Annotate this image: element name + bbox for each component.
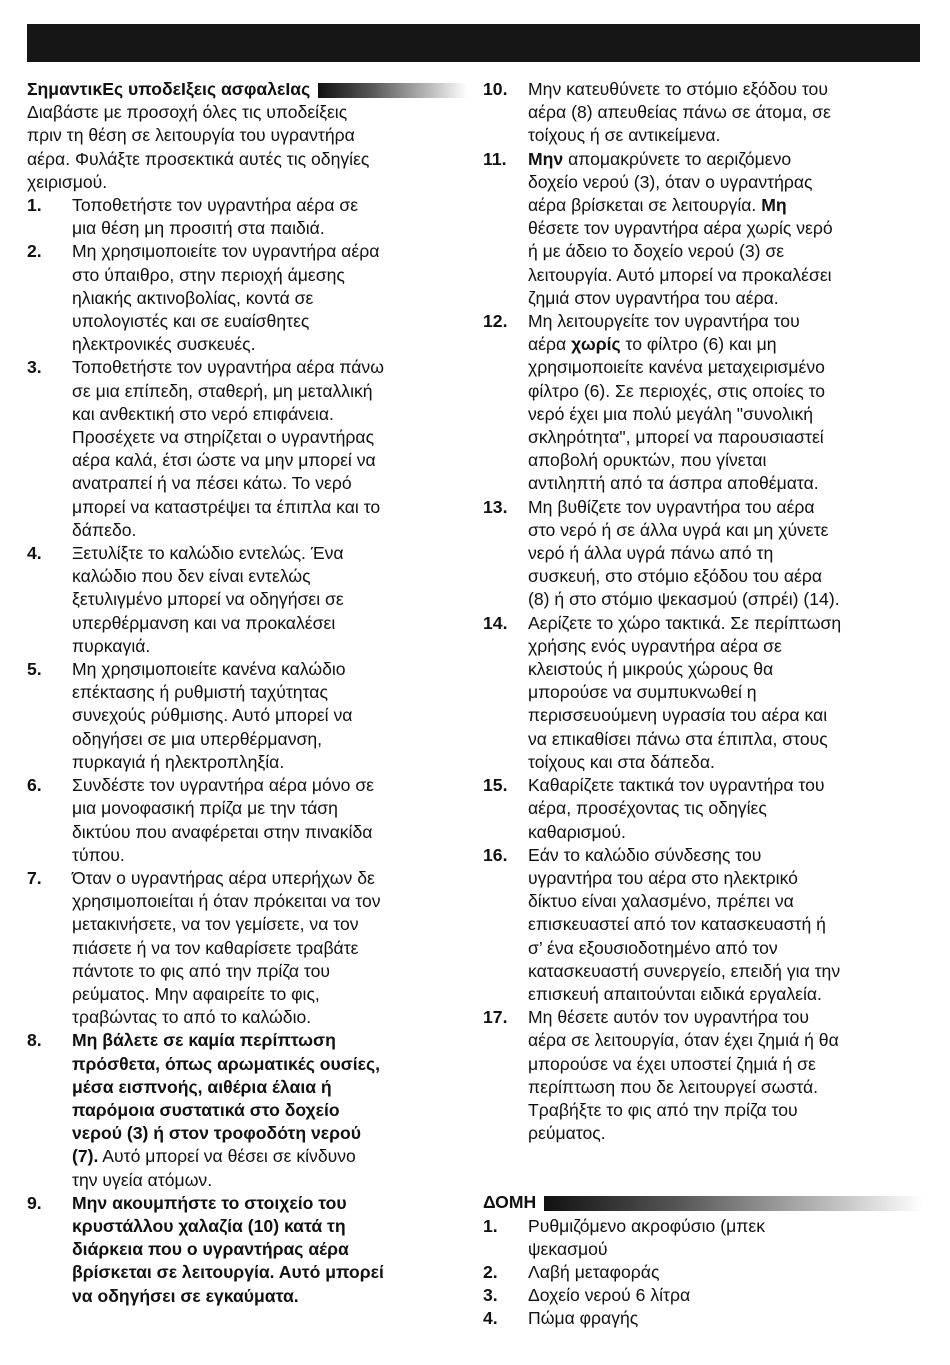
item-text xyxy=(528,148,923,310)
item-line xyxy=(72,1145,467,1168)
item-text xyxy=(72,356,467,542)
list-item xyxy=(27,1192,467,1308)
text-segment: Μη χρησιμοποιείτε κανένα καλώδιο xyxy=(72,659,346,680)
text-segment: και ανθεκτική στο νερό επιφάνεια. xyxy=(72,403,334,424)
text-segment: αέρα, προσέχοντας τις οδηγίες xyxy=(528,798,767,819)
text-segment: αποβολή ορυκτών, που γίνεται xyxy=(528,450,767,471)
text-segment: θέσετε τον υγραντήρα αέρα χωρίς νερό xyxy=(528,218,833,239)
text-segment: επέκτασης ή ρυθμιστή ταχύτητας xyxy=(72,682,328,703)
item-line xyxy=(528,333,923,356)
item-number: 2. xyxy=(27,241,42,262)
list-item xyxy=(27,774,467,867)
list-item xyxy=(27,867,467,1029)
text-segment: μέσα εισπνοής, αιθέρια έλαια ή xyxy=(72,1076,332,1097)
text-segment: μπορούσε να έχει υποστεί ζημιά ή σε xyxy=(528,1053,816,1074)
item-line xyxy=(528,797,923,820)
item-line xyxy=(528,1099,923,1122)
text-segment: ψεκασμού xyxy=(528,1238,608,1259)
item-line xyxy=(72,867,467,890)
text-segment: Αυτό μπορεί να θέσει σε κίνδυνο xyxy=(98,1146,356,1167)
text-segment: Μη χρησιμοποιείτε τον υγραντήρα αέρα xyxy=(72,241,380,262)
item-line xyxy=(528,1284,923,1307)
item-line xyxy=(72,588,467,611)
list-item xyxy=(27,356,467,542)
item-line xyxy=(528,542,923,565)
safety-intro xyxy=(27,101,467,194)
item-line xyxy=(528,101,923,124)
text-segment: τοίχους και στα δάπεδα. xyxy=(528,751,715,772)
text-segment: την υγεία ατόμων. xyxy=(72,1169,213,1190)
item-line xyxy=(72,1099,467,1122)
item-number: 14. xyxy=(483,612,508,633)
text-segment: Μην xyxy=(528,148,564,169)
text-segment: πυρκαγιά. xyxy=(72,635,151,656)
text-segment: Δοχείο νερού 6 λίτρα xyxy=(528,1285,691,1306)
item-text xyxy=(72,1192,467,1308)
text-segment: αέρα βρίσκεται σε λειτουργία. xyxy=(528,195,762,216)
item-line xyxy=(72,635,467,658)
item-line xyxy=(528,310,923,333)
text-segment: σε μια επίπεδη, σταθερή, μη μεταλλική xyxy=(72,380,373,401)
list-item xyxy=(483,774,923,844)
safety-list-right xyxy=(483,78,923,1145)
item-line xyxy=(72,1029,467,1052)
list-item xyxy=(483,1284,923,1307)
text-segment: πυρκαγιά ή ηλεκτροπληξία. xyxy=(72,751,285,772)
item-line xyxy=(528,519,923,542)
intro-line: πριν τη θέση σε λειτουργία του υγραντήρα xyxy=(27,125,355,146)
item-number: 3. xyxy=(483,1285,498,1306)
item-line xyxy=(72,751,467,774)
text-segment: χωρίς xyxy=(571,334,621,355)
item-line xyxy=(72,194,467,217)
text-segment: αέρα (8) απευθείας πάνω σε άτομα, σε xyxy=(528,102,831,123)
text-segment: επισκευή απαιτούνται ειδικά εργαλεία. xyxy=(528,983,822,1004)
item-number: 17. xyxy=(483,1007,508,1028)
item-line xyxy=(528,612,923,635)
text-segment: βρίσκεται σε λειτουργία. Αυτό μπορεί xyxy=(72,1262,384,1283)
text-segment: πάντοτε το φις από την πρίζα του xyxy=(72,960,331,981)
list-item xyxy=(483,78,923,148)
text-segment: ανατραπεί ή να πέσει κάτω. Το νερό xyxy=(72,473,352,494)
text-segment: ρεύματος. xyxy=(528,1123,606,1144)
text-segment: τοίχους ή σε αντικείμενα. xyxy=(528,125,721,146)
item-line xyxy=(528,937,923,960)
text-segment: φίλτρο (6). Σε περιοχές, στις οποίες το xyxy=(528,380,826,401)
item-line xyxy=(72,681,467,704)
text-segment: Μη θέσετε αυτόν τον υγραντήρα του xyxy=(528,1007,810,1028)
list-item xyxy=(483,1006,923,1145)
text-segment: Όταν ο υγραντήρας αέρα υπερήχων δε xyxy=(72,867,375,888)
item-number: 9. xyxy=(27,1192,42,1213)
item-line xyxy=(72,658,467,681)
item-text xyxy=(72,1029,467,1191)
text-segment: υγραντήρα του αέρα στο ηλεκτρικό xyxy=(528,867,798,888)
text-segment: κρυστάλλου χαλαζία (10) κατά τη xyxy=(72,1215,346,1236)
list-item xyxy=(483,612,923,774)
structure-section xyxy=(483,1191,923,1330)
item-line xyxy=(528,681,923,704)
text-segment: τύπου. xyxy=(72,844,125,865)
item-line xyxy=(528,821,923,844)
text-segment: Ρυθμιζόμενο ακροφύσιο (μπεκ xyxy=(528,1215,766,1236)
text-segment: νερού (3) ή στον τροφοδότη νερού xyxy=(72,1123,361,1144)
text-segment: λειτουργία. Αυτό μπορεί να προκαλέσει xyxy=(528,264,832,285)
text-segment: δάπεδο. xyxy=(72,519,137,540)
item-line xyxy=(528,380,923,403)
text-segment: περίπτωση που δε λειτουργεί σωστά. xyxy=(528,1076,819,1097)
item-line xyxy=(72,380,467,403)
item-line xyxy=(72,217,467,240)
item-line xyxy=(528,867,923,890)
text-segment: κλειστούς ή μικρούς χώρους θα xyxy=(528,659,774,680)
text-segment: Μη βάλετε σε καμία περίπτωση xyxy=(72,1030,336,1051)
text-segment: να επικαθίσει πάνω στα έπιπλα, στους xyxy=(528,728,828,749)
item-line xyxy=(528,890,923,913)
item-line xyxy=(528,449,923,472)
list-item xyxy=(27,542,467,658)
text-segment: απομακρύνετε το αεριζόμενο xyxy=(563,148,792,169)
item-line xyxy=(72,472,467,495)
list-item xyxy=(483,148,923,310)
text-segment: Συνδέστε τον υγραντήρα αέρα μόνο σε xyxy=(72,775,375,796)
text-segment: υπολογιστές και σε ευαίσθητες xyxy=(72,311,310,332)
item-line xyxy=(72,426,467,449)
item-line xyxy=(528,1215,923,1238)
item-number: 12. xyxy=(483,311,508,332)
text-segment: μπορούσε να συμπυκνωθεί η xyxy=(528,682,757,703)
item-line xyxy=(528,960,923,983)
heading-gradient-bar xyxy=(318,83,467,98)
item-line xyxy=(528,194,923,217)
item-line xyxy=(72,449,467,472)
text-segment: ρεύματος. Μην αφαιρείτε το φις, xyxy=(72,983,320,1004)
item-text xyxy=(528,612,923,774)
item-line xyxy=(72,1006,467,1029)
item-line xyxy=(72,264,467,287)
intro-line: Διαβάστε με προσοχή όλες τις υποδείξεις xyxy=(27,102,348,123)
item-line xyxy=(72,983,467,1006)
item-number: 16. xyxy=(483,844,508,865)
item-line xyxy=(72,1122,467,1145)
item-line xyxy=(72,960,467,983)
item-line xyxy=(72,1285,467,1308)
list-item xyxy=(483,496,923,612)
item-text xyxy=(72,194,467,240)
text-segment: χρησιμοποιείτε κανένα μεταχειρισμένο xyxy=(528,357,825,378)
text-segment: σκληρότητα", μπορεί να παρουσιαστεί xyxy=(528,427,824,448)
item-number: 5. xyxy=(27,659,42,680)
item-line xyxy=(72,728,467,751)
item-number: 2. xyxy=(483,1261,498,1282)
text-segment: το φίλτρο (6) και μη xyxy=(620,334,777,355)
item-line xyxy=(72,821,467,844)
safety-title: ΣημαντικΕς υποδεΙξεις ασφαλεΙας xyxy=(27,79,311,99)
item-line xyxy=(528,774,923,797)
text-segment: ηλιακής ακτινοβολίας, κοντά σε xyxy=(72,287,314,308)
text-segment: ζημιά στον υγραντήρα του αέρα. xyxy=(528,287,779,308)
item-text xyxy=(528,78,923,148)
text-segment: Τραβήξτε το φις από την πρίζα του xyxy=(528,1099,798,1120)
item-line xyxy=(528,704,923,727)
item-line xyxy=(528,658,923,681)
list-item xyxy=(483,1261,923,1284)
text-segment: κατασκευαστή συνεργείο, επειδή για την xyxy=(528,960,841,981)
list-item xyxy=(27,240,467,356)
item-line xyxy=(528,1076,923,1099)
item-line xyxy=(72,1053,467,1076)
item-text xyxy=(528,1006,923,1145)
item-line xyxy=(528,565,923,588)
text-segment: αέρα xyxy=(528,334,572,355)
text-segment: Μην ακουμπήστε το στοιχείο του xyxy=(72,1192,347,1213)
text-segment: μετακινήσετε, να τον γεμίσετε, να τον xyxy=(72,914,359,935)
item-line xyxy=(528,148,923,171)
text-segment: Μη λειτουργείτε τον υγραντήρα του xyxy=(528,311,800,332)
item-number: 4. xyxy=(483,1308,498,1329)
text-segment: Μην κατευθύνετε το στόμιο εξόδου του xyxy=(528,79,828,99)
item-line xyxy=(72,844,467,867)
item-line xyxy=(528,124,923,147)
text-segment: ηλεκτρονικές συσκευές. xyxy=(72,334,256,355)
item-line xyxy=(528,1122,923,1145)
text-segment: αντιληπτή από τα άσπρα αποθέματα. xyxy=(528,473,819,494)
text-segment: Μη βυθίζετε τον υγραντήρα του αέρα xyxy=(528,496,815,517)
text-segment: να οδηγήσει σε εγκαύματα. xyxy=(72,1285,299,1306)
text-segment: Καθαρίζετε τακτικά τον υγραντήρα του xyxy=(528,775,825,796)
intro-line: αέρα. Φυλάξτε προσεκτικά αυτές τις οδηγίες xyxy=(27,148,370,169)
item-text xyxy=(528,774,923,844)
item-line xyxy=(72,704,467,727)
text-segment: οδηγήσει σε μια υπερθέρμανση, xyxy=(72,728,323,749)
list-item xyxy=(483,844,923,1006)
item-line xyxy=(72,1238,467,1261)
item-line xyxy=(72,797,467,820)
item-line xyxy=(528,426,923,449)
text-segment: νερό έχει μια πολύ μεγάλη "συνολική xyxy=(528,403,814,424)
item-text xyxy=(72,867,467,1029)
item-line xyxy=(72,1192,467,1215)
item-line xyxy=(528,751,923,774)
item-line xyxy=(72,774,467,797)
text-segment: τραβώντας το από το καλώδιο. xyxy=(72,1007,312,1028)
structure-title: ΔΟΜΗ xyxy=(483,1192,537,1213)
item-number: 6. xyxy=(27,775,42,796)
item-text xyxy=(528,844,923,1006)
text-segment: δίκτυο είναι χαλασμένο, πρέπει να xyxy=(528,891,794,912)
item-text xyxy=(72,774,467,867)
item-text xyxy=(72,542,467,658)
item-line xyxy=(72,287,467,310)
text-segment: Πώμα φραγής xyxy=(528,1308,639,1329)
text-segment: Τοποθετήστε τον υγραντήρα αέρα σε xyxy=(72,195,359,216)
text-segment: (7). xyxy=(72,1146,99,1167)
item-line xyxy=(528,913,923,936)
text-segment: συσκευή, στο στόμιο εξόδου του αέρα xyxy=(528,566,823,587)
text-segment: στο ύπαιθρο, στην περιοχή άμεσης xyxy=(72,264,345,285)
item-number: 7. xyxy=(27,867,42,888)
text-segment: ξετυλιγμένο μπορεί να οδηγήσει σε xyxy=(72,589,344,610)
text-segment: Αερίζετε το χώρο τακτικά. Σε περίπτωση xyxy=(528,612,842,633)
item-line xyxy=(528,171,923,194)
text-segment: (8) ή στο στόμιο ψεκασμού (σπρέι) (14). xyxy=(528,589,840,610)
item-line xyxy=(528,1006,923,1029)
item-line xyxy=(72,310,467,333)
item-line xyxy=(528,635,923,658)
item-number: 11. xyxy=(483,148,507,169)
item-text xyxy=(528,310,923,496)
item-number: 4. xyxy=(27,543,42,564)
text-segment: συνεχούς ρύθμισης. Αυτό μπορεί να xyxy=(72,705,353,726)
list-item xyxy=(483,1307,923,1330)
item-number: 13. xyxy=(483,496,508,517)
item-text xyxy=(72,658,467,774)
text-segment: σ’ ένα εξουσιοδοτημένο από τον xyxy=(528,937,778,958)
item-number: 10. xyxy=(483,79,508,99)
text-segment: αέρα καλά, έτσι ώστε να μην μπορεί να xyxy=(72,450,376,471)
text-segment: Προσέχετε να στηρίζεται ο υγραντήρας xyxy=(72,427,375,448)
item-line xyxy=(528,496,923,519)
item-line xyxy=(528,356,923,379)
safety-heading xyxy=(27,78,467,101)
item-number: 1. xyxy=(483,1215,498,1236)
text-segment: υπερθέρμανση και να προκαλέσει xyxy=(72,612,336,633)
left-column xyxy=(27,78,467,1308)
item-line xyxy=(72,937,467,960)
list-item xyxy=(27,1029,467,1191)
item-line xyxy=(528,588,923,611)
item-line xyxy=(528,1261,923,1284)
item-number: 3. xyxy=(27,357,42,378)
item-line xyxy=(528,844,923,867)
item-line xyxy=(72,240,467,263)
item-number: 8. xyxy=(27,1030,42,1051)
text-segment: δοχείο νερού (3), όταν ο υγραντήρας xyxy=(528,171,813,192)
structure-heading xyxy=(483,1191,923,1214)
text-segment: πιάσετε ή να τον καθαρίσετε τραβάτε xyxy=(72,937,359,958)
item-text xyxy=(528,1307,923,1330)
item-line xyxy=(72,356,467,379)
item-line xyxy=(72,565,467,588)
text-segment: ή με άδειο το δοχείο νερού (3) σε xyxy=(528,241,785,262)
item-line xyxy=(528,78,923,101)
item-text xyxy=(528,1215,923,1261)
text-segment: Τοποθετήστε τον υγραντήρα αέρα πάνω xyxy=(72,357,384,378)
item-line xyxy=(72,403,467,426)
heading-gradient-bar xyxy=(544,1196,923,1211)
right-column xyxy=(483,78,923,1331)
structure-list xyxy=(483,1215,923,1331)
text-segment: καλώδιο που δεν είναι εντελώς xyxy=(72,566,311,587)
text-segment: μπορεί να καταστρέψει τα έπιπλα και το xyxy=(72,496,381,517)
text-segment: δικτύου που αναφέρεται στην πινακίδα xyxy=(72,821,373,842)
list-item xyxy=(27,194,467,240)
item-text xyxy=(528,496,923,612)
text-segment: χρησιμοποιείται ή όταν πρόκειται να τον xyxy=(72,891,381,912)
item-text xyxy=(528,1261,923,1284)
item-line xyxy=(72,612,467,635)
text-segment: αέρα σε λειτουργία, όταν έχει ζημιά ή θα xyxy=(528,1030,839,1051)
item-text xyxy=(528,1284,923,1307)
item-line xyxy=(528,1053,923,1076)
text-segment: στο νερό ή σε άλλα υγρά και μη χύνετε xyxy=(528,519,829,540)
item-line xyxy=(528,1029,923,1052)
text-segment: Λαβή μεταφοράς xyxy=(528,1261,660,1282)
text-segment: Εάν το καλώδιο σύνδεσης του xyxy=(528,844,762,865)
intro-line: χειρισμού. xyxy=(27,171,108,192)
item-number: 1. xyxy=(27,195,42,216)
item-line xyxy=(528,240,923,263)
item-line xyxy=(528,983,923,1006)
list-item xyxy=(483,310,923,496)
item-line xyxy=(528,472,923,495)
text-segment: νερό ή άλλα υγρά πάνω από τη xyxy=(528,543,774,564)
header-bar xyxy=(27,24,920,62)
item-line xyxy=(528,1307,923,1330)
safety-list-left xyxy=(27,194,467,1308)
item-text xyxy=(72,240,467,356)
item-line xyxy=(72,496,467,519)
item-line xyxy=(72,1169,467,1192)
item-number: 15. xyxy=(483,775,508,796)
list-item xyxy=(483,1215,923,1261)
text-segment: Μη xyxy=(761,195,787,216)
list-item xyxy=(27,658,467,774)
text-segment: μια μονοφασική πρίζα με την τάση xyxy=(72,798,338,819)
item-line xyxy=(528,403,923,426)
item-line xyxy=(528,264,923,287)
item-line xyxy=(72,913,467,936)
text-segment: Ξετυλίξτε το καλώδιο εντελώς. Ένα xyxy=(72,543,344,564)
text-segment: πρόσθετα, όπως αρωματικές ουσίες, xyxy=(72,1053,381,1074)
item-line xyxy=(72,1261,467,1284)
text-segment: καθαρισμού. xyxy=(528,821,626,842)
item-line xyxy=(72,333,467,356)
item-line xyxy=(72,890,467,913)
item-line xyxy=(72,1215,467,1238)
text-segment: επισκευαστεί από τον κατασκευαστή ή xyxy=(528,914,826,935)
text-segment: περισσευούμενη υγρασία του αέρα και xyxy=(528,705,828,726)
item-line xyxy=(72,1076,467,1099)
item-line xyxy=(528,728,923,751)
item-line xyxy=(528,217,923,240)
text-segment: χρήσης ενός υγραντήρα αέρα σε xyxy=(528,635,782,656)
item-line xyxy=(72,542,467,565)
item-line xyxy=(528,287,923,310)
item-line xyxy=(528,1238,923,1261)
text-segment: παρόμοια συστατικά στο δοχείο xyxy=(72,1099,340,1120)
item-line xyxy=(72,519,467,542)
text-segment: διάρκεια που ο υγραντήρας αέρα xyxy=(72,1239,349,1260)
text-segment: μια θέση μη προσιτή στα παιδιά. xyxy=(72,218,325,239)
